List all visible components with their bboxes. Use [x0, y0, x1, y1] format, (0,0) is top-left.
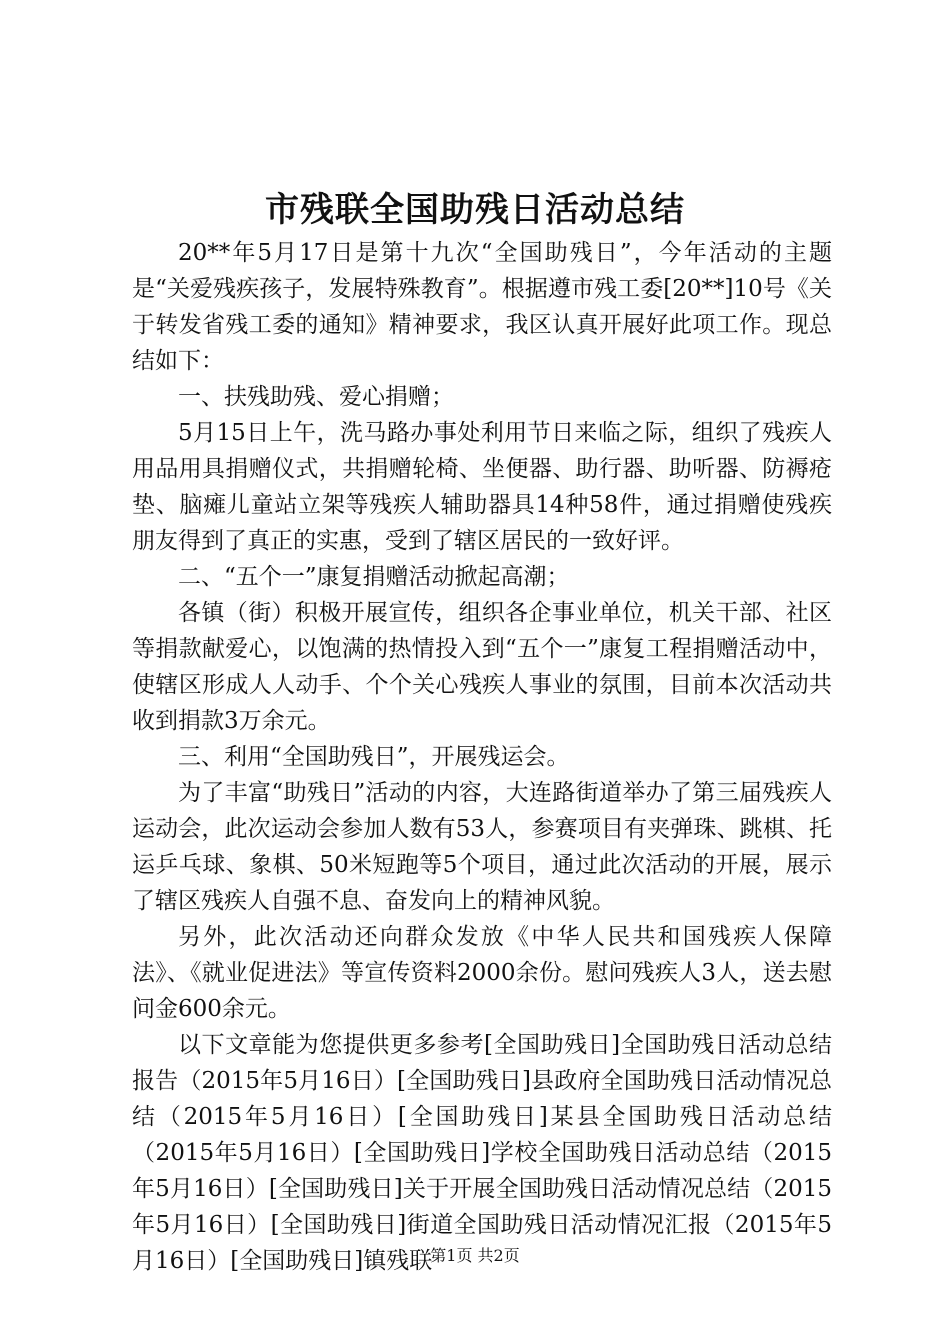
paragraph-section-2: 各镇（街）积极开展宣传，组织各企事业单位，机关干部、社区等捐款献爱心，以饱满的热情投入到“五个一”康复工程捐赠活动中，使辖区形成人人动手、个个关心残疾人事业的氛围，目前本次活动共收到捐款3万余元。	[132, 600, 832, 734]
paragraph-additional: 另外，此次活动还向群众发放《中华人民共和国残疾人保障法》、《就业促进法》等宣传资料2000余份。慰问残疾人3人，送去慰问金600余元。	[132, 924, 832, 1022]
section-heading-2: 二、“五个一”康复捐赠活动掀起高潮；	[178, 564, 570, 590]
paragraph-section-3: 为了丰富“助残日”活动的内容，大连路街道举办了第三届残疾人运动会，此次运动会参加人数有53人，参赛项目有夹弹珠、跳棋、托运乒乓球、象棋、50米短跑等5个项目，通过此次活动的开展，展示了辖区残疾人自强不息、奋发向上的精神风貌。	[132, 780, 832, 914]
paragraph-section-1: 5月15日上午，洗马路办事处利用节日来临之际，组织了残疾人用品用具捐赠仪式，共捐赠轮椅、坐便器、助行器、助听器、防褥疮垫、脑瘫儿童站立架等残疾人辅助器具14种58件，通过捐赠使残疾朋友得到了真正的实惠，受到了辖区居民的一致好评。	[132, 420, 832, 554]
paragraph-related-articles: 以下文章能为您提供更多参考[全国助残日]全国助残日活动总结报告（2015年5月16日）[全国助残日]县政府全国助残日活动情况总结（2015年5月16日）[全国助残日]某县全国助残日活动总结（2015年5月16日）[全国助残日]学校全国助残日活动总结（2015年5月16日）[全国助残日]关于开展全国助残日活动情况总结（2015年5月16日）[全国助残日]街道全国助残日活动情况汇报（2015年5月16日）[全国助残日]镇残联	[132, 1032, 832, 1274]
page-footer: 第1页 共2页	[430, 1246, 520, 1265]
document-title: 市残联全国助残日活动总结	[265, 190, 685, 230]
section-heading-3: 三、利用“全国助残日”，开展残运会。	[178, 744, 570, 770]
section-heading-1: 一、扶残助残、爱心捐赠；	[178, 384, 454, 410]
document-body	[132, 235, 832, 1279]
paragraph-intro: 20**年5月17日是第十九次“全国助残日”，今年活动的主题是“关爱残疾孩子，发展特殊教育”。根据遵市残工委[20**]10号《关于转发省残工委的通知》精神要求，我区认真开展好此项工作。现总结如下：	[132, 240, 832, 374]
